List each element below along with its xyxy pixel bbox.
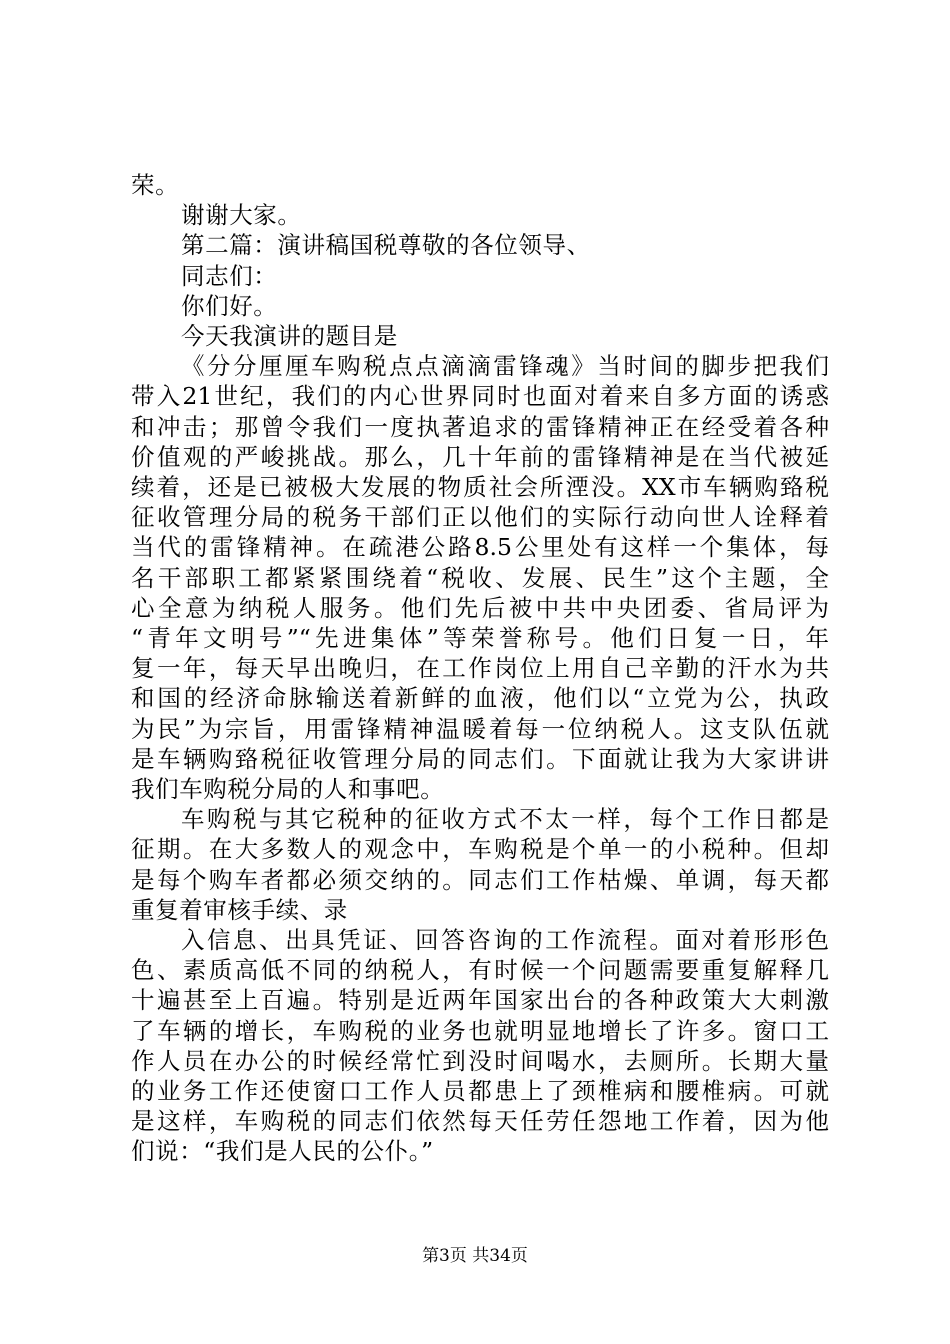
text-line: 第二篇：演讲稿国税尊敬的各位领导、 [181, 231, 591, 260]
text-line: 你们好。 [181, 291, 278, 320]
text-line: 重复着审核手续、录 [131, 895, 348, 924]
text-line: 同志们： [181, 261, 278, 290]
text-line: 了车辆的增长，车购税的业务也就明显地增长了许多。窗口工 [131, 1016, 829, 1045]
text-line: 是车辆购臵税征收管理分局的同志们。下面就让我为大家讲讲 [131, 744, 829, 773]
page-number-footer: 第3页 共34页 [422, 1246, 528, 1266]
text-line: 们说：“我们是人民的公仆。” [131, 1137, 434, 1166]
text-line: 《分分厘厘车购税点点滴滴雷锋魂》当时间的脚步把我们 [181, 352, 829, 381]
text-line: 入信息、出具凭证、回答咨询的工作流程。面对着形形色 [181, 926, 829, 954]
text-line: 的业务工作还使窗口工作人员都患上了颈椎病和腰椎病。可就 [131, 1077, 829, 1105]
text-line: 色、素质高低不同的纳税人，有时候一个问题需要重复解释几 [131, 956, 829, 985]
text-line: 十遍甚至上百遍。特别是近两年国家出台的各种政策大大刺激 [131, 986, 829, 1015]
text-line: 荣。 [131, 171, 180, 199]
text-line: 价值观的严峻挑战。那么，几十年前的雷锋精神是在当代被延 [131, 442, 829, 471]
text-line: 名干部职工都紧紧围绕着“税收、发展、民生”这个主题，全 [131, 563, 829, 592]
text-line: 谢谢大家。 [181, 201, 302, 230]
text-line: 和冲击；那曾令我们一度执著追求的雷锋精神正在经受着各种 [131, 412, 829, 441]
text-line: 征收管理分局的税务干部们正以他们的实际行动向世人诠释着 [131, 503, 829, 532]
text-line: 带入21世纪，我们的内心世界同时也面对着来自多方面的诱惑 [131, 382, 829, 411]
text-line: 今天我演讲的题目是 [181, 322, 398, 350]
text-line: 作人员在办公的时候经常忙到没时间喝水，去厕所。长期大量 [131, 1046, 829, 1075]
text-line: 是每个购车者都必须交纳的。同志们工作枯燥、单调，每天都 [131, 865, 829, 894]
text-line: 我们车购税分局的人和事吧。 [131, 775, 445, 803]
text-line: “青年文明号”“先进集体”等荣誉称号。他们日复一日，年 [131, 624, 829, 652]
text-line: 为民”为宗旨，用雷锋精神温暖着每一位纳税人。这支队伍就 [131, 714, 829, 743]
text-line: 和国的经济命脉输送着新鲜的血液，他们以“立党为公，执政 [131, 684, 829, 713]
text-line: 心全意为纳税人服务。他们先后被中共中央团委、省局评为 [131, 593, 829, 622]
text-line: 续着，还是已被极大发展的物质社会所湮没。XX市车辆购臵税 [131, 473, 829, 501]
text-line: 征期。在大多数人的观念中，车购税是个单一的小税种。但却 [131, 835, 829, 864]
text-line: 是这样，车购税的同志们依然每天任劳任怨地工作着，因为他 [131, 1107, 829, 1136]
text-line: 车购税与其它税种的征收方式不太一样，每个工作日都是 [181, 805, 829, 834]
text-line: 复一年，每天早出晚归，在工作岗位上用自己辛勤的汗水为共 [131, 654, 829, 683]
text-line: 当代的雷锋精神。在疏港公路8.5公里处有这样一个集体，每 [131, 533, 829, 562]
